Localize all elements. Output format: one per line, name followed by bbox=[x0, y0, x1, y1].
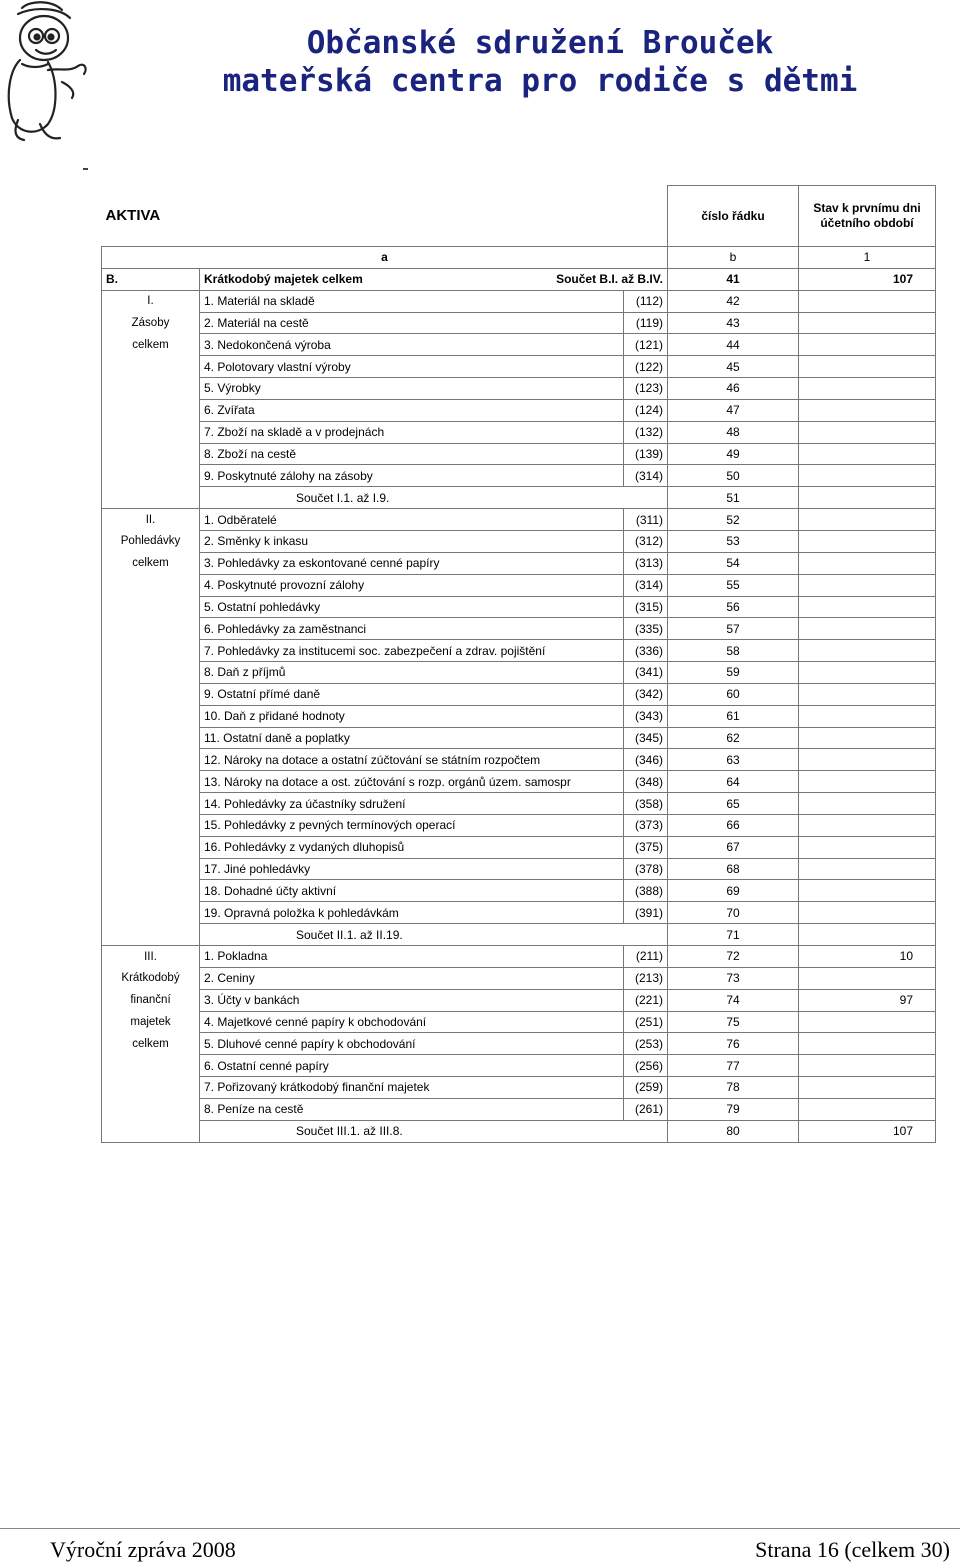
account-code: (314) bbox=[624, 574, 668, 596]
account-code: (335) bbox=[624, 618, 668, 640]
subtotal-row bbox=[102, 1120, 936, 1142]
footer-divider bbox=[0, 1528, 960, 1529]
item-label: 8. Daň z příjmů bbox=[200, 662, 624, 684]
account-code: (311) bbox=[624, 509, 668, 531]
item-label: 19. Opravná položka k pohledávkám bbox=[200, 902, 624, 924]
group-label bbox=[102, 443, 200, 465]
account-code: (259) bbox=[624, 1077, 668, 1099]
row-number: 54 bbox=[668, 552, 799, 574]
group-label: I. bbox=[102, 290, 200, 312]
table-row bbox=[102, 793, 936, 815]
account-code: (358) bbox=[624, 793, 668, 815]
balance-sheet-table bbox=[101, 185, 936, 1143]
group-label bbox=[102, 378, 200, 400]
account-code: (378) bbox=[624, 858, 668, 880]
group-label: celkem bbox=[102, 552, 200, 574]
group-label bbox=[102, 1055, 200, 1077]
group-label bbox=[102, 640, 200, 662]
table-row bbox=[102, 683, 936, 705]
account-code: (388) bbox=[624, 880, 668, 902]
group-label bbox=[102, 902, 200, 924]
table-row bbox=[102, 749, 936, 771]
row-number: 59 bbox=[668, 662, 799, 684]
account-code: (112) bbox=[624, 290, 668, 312]
subtotal-row bbox=[102, 487, 936, 509]
group-label bbox=[102, 662, 200, 684]
group-label bbox=[102, 1120, 200, 1142]
organization-name: Občanské sdružení Brouček bbox=[306, 25, 774, 61]
total-sum-label: Součet B.I. až B.IV. bbox=[556, 272, 663, 287]
item-label: 5. Ostatní pohledávky bbox=[200, 596, 624, 618]
group-label bbox=[102, 793, 200, 815]
account-code: (256) bbox=[624, 1055, 668, 1077]
item-label: 8. Peníze na cestě bbox=[200, 1098, 624, 1120]
table-row bbox=[102, 465, 936, 487]
row-number: 62 bbox=[668, 727, 799, 749]
account-code: (375) bbox=[624, 836, 668, 858]
row-number: 64 bbox=[668, 771, 799, 793]
value-start: 97 bbox=[799, 989, 936, 1011]
item-label: 4. Poskytnuté provozní zálohy bbox=[200, 574, 624, 596]
item-label: 7. Pohledávky za institucemi soc. zabezpečení a zdrav. pojištění bbox=[200, 640, 624, 662]
row-number: 57 bbox=[668, 618, 799, 640]
table-row bbox=[102, 967, 936, 989]
row-number: 53 bbox=[668, 530, 799, 552]
table-row bbox=[102, 443, 936, 465]
row-number: 47 bbox=[668, 399, 799, 421]
group-label bbox=[102, 858, 200, 880]
subtotal-label: Součet I.1. až I.9. bbox=[200, 487, 668, 509]
row-number: 45 bbox=[668, 356, 799, 378]
row-number: 72 bbox=[668, 946, 799, 968]
organization-subtitle: mateřská centra pro rodiče s dětmi bbox=[222, 63, 858, 99]
account-code: (336) bbox=[624, 640, 668, 662]
item-label: 3. Účty v bankách bbox=[200, 989, 624, 1011]
row-number: 41 bbox=[668, 268, 799, 290]
item-label: 13. Nároky na dotace a ost. zúčtování s rozp. orgánů územ. samospr bbox=[200, 771, 624, 793]
row-number: 63 bbox=[668, 749, 799, 771]
total-label-text: Krátkodobý majetek celkem bbox=[204, 272, 363, 287]
group-label bbox=[102, 399, 200, 421]
row-number: 69 bbox=[668, 880, 799, 902]
row-number: 68 bbox=[668, 858, 799, 880]
row-number: 43 bbox=[668, 312, 799, 334]
column-header-start: Stav k prvnímu dni účetního období bbox=[799, 186, 936, 247]
table-row bbox=[102, 574, 936, 596]
group-label bbox=[102, 836, 200, 858]
account-code: (312) bbox=[624, 530, 668, 552]
account-code: (123) bbox=[624, 378, 668, 400]
group-label bbox=[102, 771, 200, 793]
item-label: 16. Pohledávky z vydaných dluhopisů bbox=[200, 836, 624, 858]
account-code: (211) bbox=[624, 946, 668, 968]
account-code: (253) bbox=[624, 1033, 668, 1055]
account-code: (343) bbox=[624, 705, 668, 727]
group-label bbox=[102, 1098, 200, 1120]
group-label bbox=[102, 1077, 200, 1099]
value-start bbox=[799, 552, 936, 574]
item-label: 9. Poskytnuté zálohy na zásoby bbox=[200, 465, 624, 487]
total-label bbox=[200, 268, 668, 290]
account-code: (342) bbox=[624, 683, 668, 705]
row-number: 77 bbox=[668, 1055, 799, 1077]
group-label: Pohledávky bbox=[102, 530, 200, 552]
footer-page-number: Strana 16 (celkem 30) bbox=[755, 1537, 950, 1562]
total-row bbox=[102, 268, 936, 290]
value-start bbox=[799, 705, 936, 727]
row-number: 60 bbox=[668, 683, 799, 705]
scan-mark bbox=[83, 168, 88, 170]
account-code: (139) bbox=[624, 443, 668, 465]
account-code: (313) bbox=[624, 552, 668, 574]
item-label: 1. Odběratelé bbox=[200, 509, 624, 531]
value-start bbox=[799, 465, 936, 487]
section-label: B. bbox=[102, 268, 200, 290]
item-label: 2. Směnky k inkasu bbox=[200, 530, 624, 552]
value-start bbox=[799, 662, 936, 684]
row-number: 50 bbox=[668, 465, 799, 487]
item-label: 14. Pohledávky za účastníky sdružení bbox=[200, 793, 624, 815]
table-row bbox=[102, 880, 936, 902]
table-row bbox=[102, 1055, 936, 1077]
group-label bbox=[102, 487, 200, 509]
account-code: (261) bbox=[624, 1098, 668, 1120]
account-code: (221) bbox=[624, 989, 668, 1011]
row-number: 44 bbox=[668, 334, 799, 356]
subtotal-label: Součet III.1. až III.8. bbox=[200, 1120, 668, 1142]
value-start bbox=[799, 1011, 936, 1033]
value-start bbox=[799, 290, 936, 312]
value-start bbox=[799, 793, 936, 815]
account-code: (346) bbox=[624, 749, 668, 771]
group-label bbox=[102, 924, 200, 946]
subtotal-row bbox=[102, 924, 936, 946]
table-row bbox=[102, 814, 936, 836]
value-start: 10 bbox=[799, 946, 936, 968]
row-number: 66 bbox=[668, 814, 799, 836]
item-label: 5. Dluhové cenné papíry k obchodování bbox=[200, 1033, 624, 1055]
group-label: celkem bbox=[102, 1033, 200, 1055]
account-code: (122) bbox=[624, 356, 668, 378]
account-code: (119) bbox=[624, 312, 668, 334]
value-start bbox=[799, 1077, 936, 1099]
value-start bbox=[799, 487, 936, 509]
group-label bbox=[102, 596, 200, 618]
account-code: (213) bbox=[624, 967, 668, 989]
item-label: 4. Majetkové cenné papíry k obchodování bbox=[200, 1011, 624, 1033]
item-label: 1. Pokladna bbox=[200, 946, 624, 968]
item-label: 2. Ceniny bbox=[200, 967, 624, 989]
row-number: 49 bbox=[668, 443, 799, 465]
item-label: 6. Zvířata bbox=[200, 399, 624, 421]
table-row bbox=[102, 421, 936, 443]
item-label: 4. Polotovary vlastní výroby bbox=[200, 356, 624, 378]
value-start bbox=[799, 902, 936, 924]
item-label: 3. Pohledávky za eskontované cenné papíry bbox=[200, 552, 624, 574]
table-row bbox=[102, 312, 936, 334]
table-row bbox=[102, 530, 936, 552]
table-row bbox=[102, 662, 936, 684]
row-number: 55 bbox=[668, 574, 799, 596]
group-label bbox=[102, 356, 200, 378]
value-start bbox=[799, 443, 936, 465]
item-label: 5. Výrobky bbox=[200, 378, 624, 400]
value-start bbox=[799, 421, 936, 443]
group-label bbox=[102, 574, 200, 596]
row-number: 74 bbox=[668, 989, 799, 1011]
table-row bbox=[102, 509, 936, 531]
row-number: 73 bbox=[668, 967, 799, 989]
column-letter-1: 1 bbox=[799, 247, 936, 269]
row-number: 48 bbox=[668, 421, 799, 443]
value-start: 107 bbox=[799, 1120, 936, 1142]
table-row bbox=[102, 1077, 936, 1099]
row-number: 71 bbox=[668, 924, 799, 946]
account-code: (391) bbox=[624, 902, 668, 924]
value-start bbox=[799, 858, 936, 880]
value-start bbox=[799, 967, 936, 989]
account-code: (121) bbox=[624, 334, 668, 356]
row-number: 76 bbox=[668, 1033, 799, 1055]
organization-header bbox=[200, 24, 880, 100]
value-start bbox=[799, 1033, 936, 1055]
account-code: (345) bbox=[624, 727, 668, 749]
group-label bbox=[102, 705, 200, 727]
row-number: 51 bbox=[668, 487, 799, 509]
group-label: Zásoby bbox=[102, 312, 200, 334]
row-number: 70 bbox=[668, 902, 799, 924]
value-start bbox=[799, 880, 936, 902]
group-label bbox=[102, 727, 200, 749]
item-label: 2. Materiál na cestě bbox=[200, 312, 624, 334]
value-start bbox=[799, 749, 936, 771]
group-label bbox=[102, 618, 200, 640]
footer-report-title: Výroční zpráva 2008 bbox=[50, 1537, 236, 1562]
aktiva-title: AKTIVA bbox=[102, 186, 668, 247]
value-start bbox=[799, 356, 936, 378]
value-start bbox=[799, 836, 936, 858]
item-label: 15. Pohledávky z pevných termínových operací bbox=[200, 814, 624, 836]
value-start bbox=[799, 509, 936, 531]
table-row bbox=[102, 771, 936, 793]
value-start bbox=[799, 378, 936, 400]
account-code: (315) bbox=[624, 596, 668, 618]
table-row bbox=[102, 1011, 936, 1033]
table-row bbox=[102, 1098, 936, 1120]
item-label: 11. Ostatní daně a poplatky bbox=[200, 727, 624, 749]
value-start bbox=[799, 640, 936, 662]
item-label: 6. Pohledávky za zaměstnanci bbox=[200, 618, 624, 640]
value-start bbox=[799, 312, 936, 334]
value-start bbox=[799, 814, 936, 836]
group-label: III. bbox=[102, 946, 200, 968]
group-label bbox=[102, 814, 200, 836]
table-row bbox=[102, 618, 936, 640]
column-letter-b: b bbox=[668, 247, 799, 269]
value-start bbox=[799, 574, 936, 596]
table-row bbox=[102, 378, 936, 400]
value-start bbox=[799, 530, 936, 552]
value-start: 107 bbox=[799, 268, 936, 290]
table-row bbox=[102, 946, 936, 968]
value-start bbox=[799, 334, 936, 356]
value-start bbox=[799, 924, 936, 946]
table-row bbox=[102, 1033, 936, 1055]
table-row bbox=[102, 334, 936, 356]
row-number: 56 bbox=[668, 596, 799, 618]
row-number: 80 bbox=[668, 1120, 799, 1142]
item-label: 7. Zboží na skladě a v prodejnách bbox=[200, 421, 624, 443]
item-label: 7. Pořizovaný krátkodobý finanční majetek bbox=[200, 1077, 624, 1099]
table-row bbox=[102, 399, 936, 421]
account-code: (341) bbox=[624, 662, 668, 684]
table-row bbox=[102, 836, 936, 858]
item-label: 18. Dohadné účty aktivní bbox=[200, 880, 624, 902]
item-label: 3. Nedokončená výroba bbox=[200, 334, 624, 356]
item-label: 17. Jiné pohledávky bbox=[200, 858, 624, 880]
row-number: 42 bbox=[668, 290, 799, 312]
row-number: 78 bbox=[668, 1077, 799, 1099]
value-start bbox=[799, 1098, 936, 1120]
value-start bbox=[799, 596, 936, 618]
group-label bbox=[102, 421, 200, 443]
group-label bbox=[102, 465, 200, 487]
table-row bbox=[102, 290, 936, 312]
group-label: majetek bbox=[102, 1011, 200, 1033]
table-row bbox=[102, 596, 936, 618]
table-row bbox=[102, 552, 936, 574]
item-label: 6. Ostatní cenné papíry bbox=[200, 1055, 624, 1077]
account-code: (314) bbox=[624, 465, 668, 487]
table-row bbox=[102, 989, 936, 1011]
account-code: (124) bbox=[624, 399, 668, 421]
row-number: 61 bbox=[668, 705, 799, 727]
table-header-row bbox=[102, 186, 936, 247]
account-code: (373) bbox=[624, 814, 668, 836]
group-label bbox=[102, 749, 200, 771]
row-number: 67 bbox=[668, 836, 799, 858]
table-row bbox=[102, 902, 936, 924]
column-letter-a: a bbox=[102, 247, 668, 269]
row-number: 52 bbox=[668, 509, 799, 531]
table-row bbox=[102, 640, 936, 662]
item-label: 8. Zboží na cestě bbox=[200, 443, 624, 465]
group-label: Krátkodobý bbox=[102, 967, 200, 989]
table-row bbox=[102, 727, 936, 749]
group-label bbox=[102, 880, 200, 902]
row-number: 46 bbox=[668, 378, 799, 400]
row-number: 75 bbox=[668, 1011, 799, 1033]
group-label: II. bbox=[102, 509, 200, 531]
value-start bbox=[799, 399, 936, 421]
account-code: (251) bbox=[624, 1011, 668, 1033]
table-row bbox=[102, 858, 936, 880]
beetle-mascot-icon bbox=[0, 0, 92, 150]
item-label: 1. Materiál na skladě bbox=[200, 290, 624, 312]
value-start bbox=[799, 727, 936, 749]
column-letters-row bbox=[102, 247, 936, 269]
item-label: 10. Daň z přidané hodnoty bbox=[200, 705, 624, 727]
group-label bbox=[102, 683, 200, 705]
row-number: 58 bbox=[668, 640, 799, 662]
value-start bbox=[799, 1055, 936, 1077]
group-label: finanční bbox=[102, 989, 200, 1011]
table-row bbox=[102, 356, 936, 378]
account-code: (348) bbox=[624, 771, 668, 793]
column-header-row-number: číslo řádku bbox=[668, 186, 799, 247]
row-number: 79 bbox=[668, 1098, 799, 1120]
value-start bbox=[799, 683, 936, 705]
account-code: (132) bbox=[624, 421, 668, 443]
subtotal-label: Součet II.1. až II.19. bbox=[200, 924, 668, 946]
table-row bbox=[102, 705, 936, 727]
value-start bbox=[799, 618, 936, 640]
group-label: celkem bbox=[102, 334, 200, 356]
item-label: 12. Nároky na dotace a ostatní zúčtování se státním rozpočtem bbox=[200, 749, 624, 771]
value-start bbox=[799, 771, 936, 793]
item-label: 9. Ostatní přímé daně bbox=[200, 683, 624, 705]
row-number: 65 bbox=[668, 793, 799, 815]
